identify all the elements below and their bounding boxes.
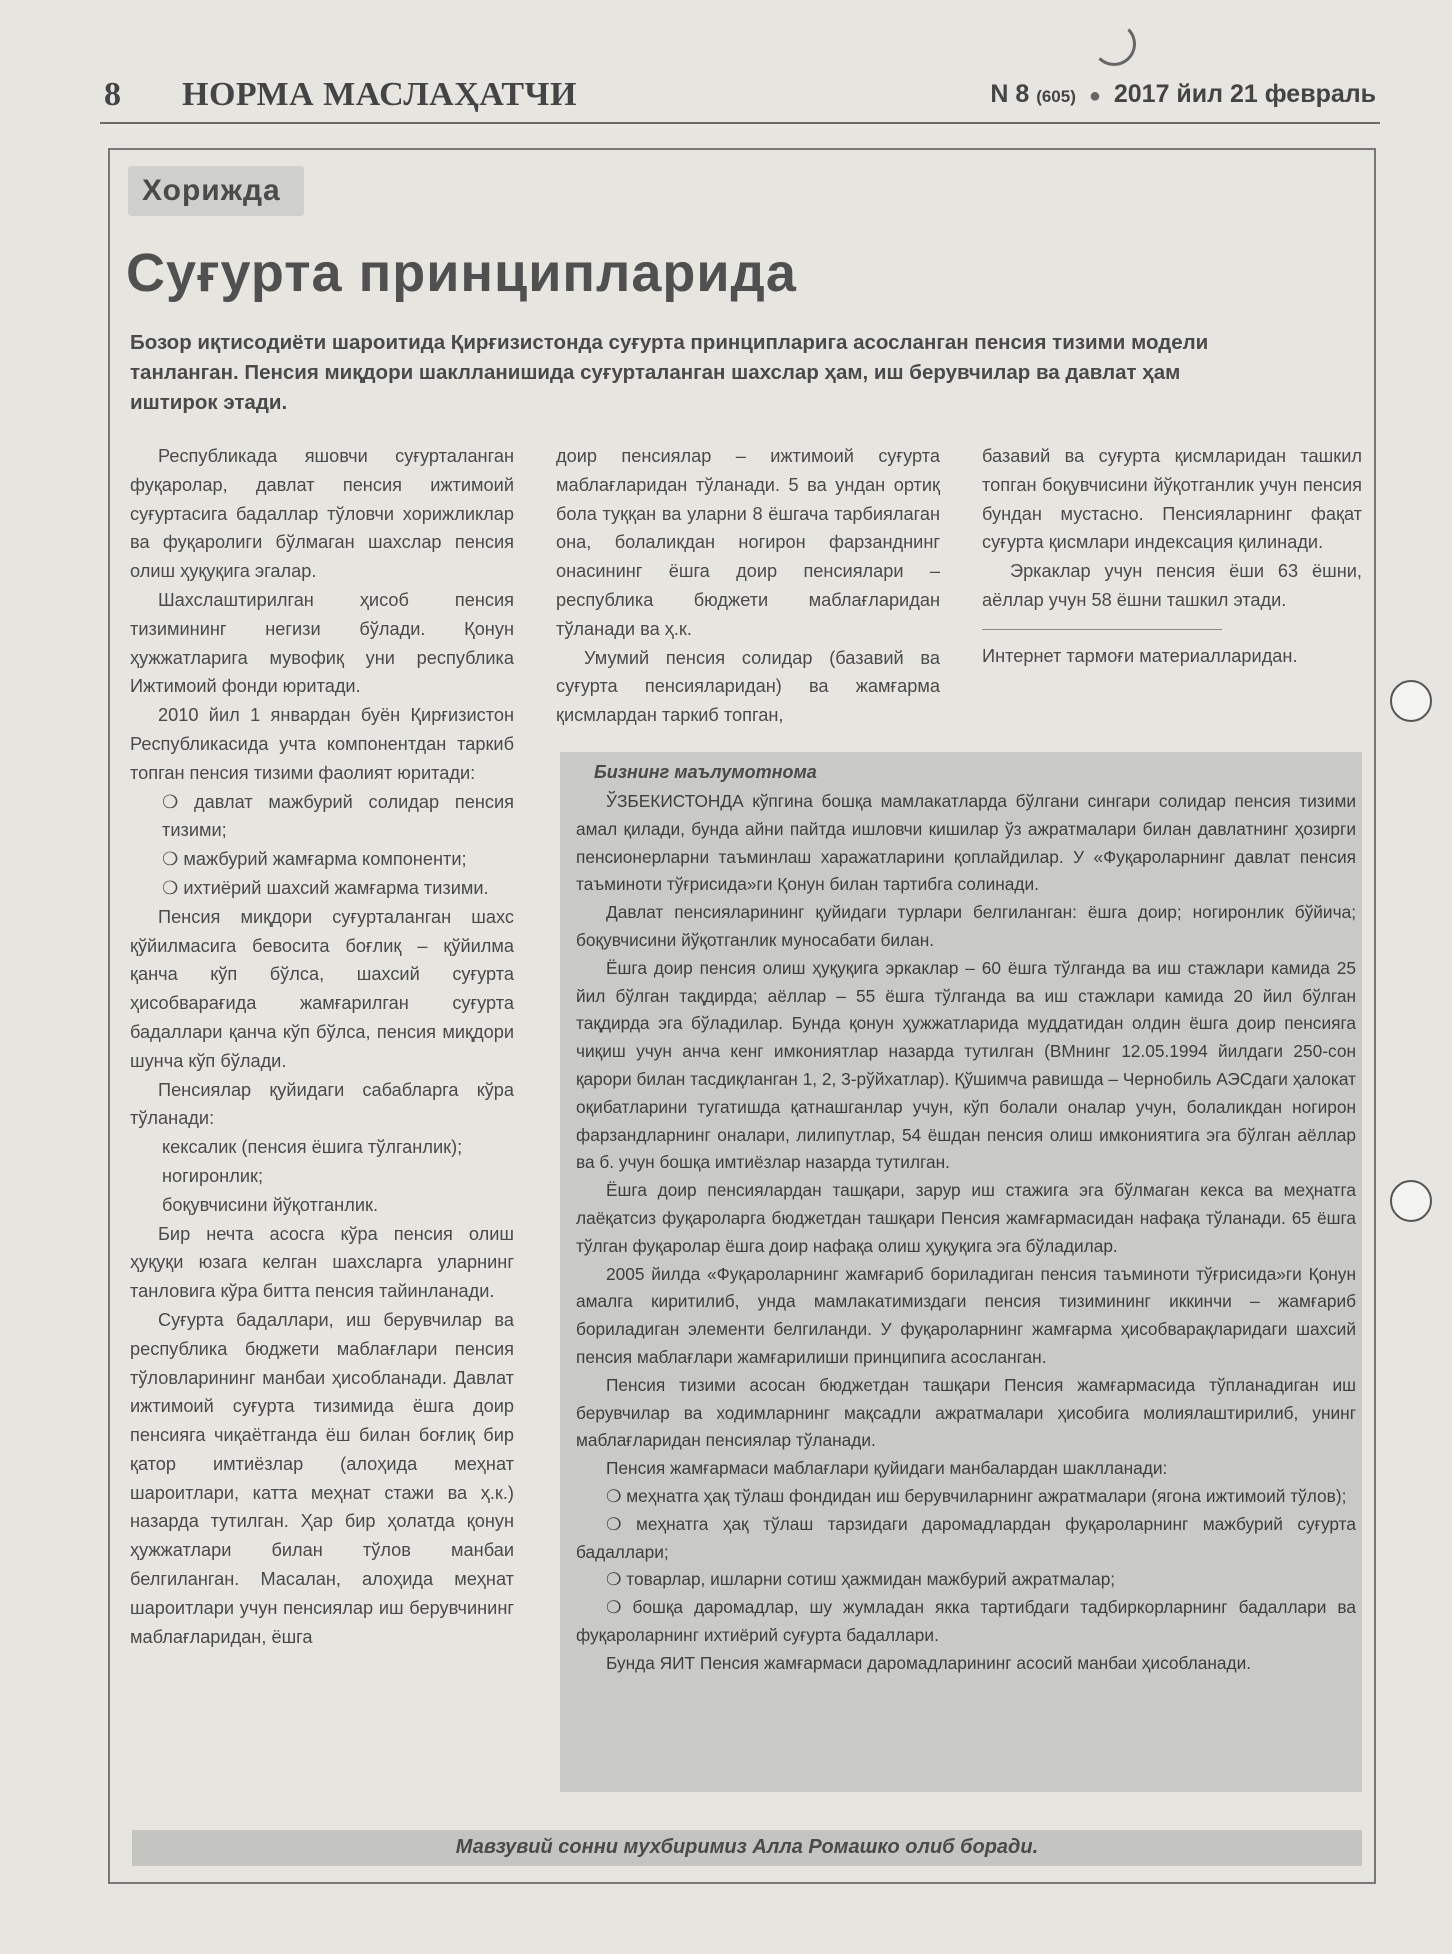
paragraph: Пенсия жамғармаси маблағлари қуйидаги манбалардан шаклланади: (606, 1458, 1168, 1479)
article-column-1 (130, 442, 514, 1651)
paragraph: доир пенсиялар – ижтимоий суғурта маблағларидан тўланади. 5 ва ундан ортиқ бола туққан ва уларни 8 ёшгача тарбиялаган она, болаликдан ногирон фарзанднинг онасининг ёшга доир пенсиялари – республика бюджети маблағларидан тўланади ва ҳ.к. (556, 446, 940, 639)
list-item: ❍ давлат мажбурий солидар пенсия тизими; (162, 791, 514, 841)
reference-box-body (576, 788, 1356, 1678)
list-item: ❍ меҳнатга ҳақ тўлаш тарзидаги даромадлардан фуқароларнинг мажбурий суғурта бадаллари; (576, 1513, 1356, 1562)
bullet-icon: ● (1088, 85, 1101, 107)
rubric-label (128, 166, 304, 216)
page-number: 8 (104, 76, 121, 113)
paragraph: Бир нечта асосга кўра пенсия олиш ҳуқуқи юзага келган шахсларга уларнинг танловига кўра битта пенсия тайинланади. (130, 1223, 514, 1302)
punch-hole-icon (1390, 680, 1432, 722)
page-header (100, 70, 1380, 124)
source-note: Интернет тармоғи материалларидан. (982, 645, 1298, 666)
list-item: ❍ бошқа даромадлар, шу жумладан якка тартибдаги тадбиркорларнинг бадаллари ва фуқароларнинг ихтиёрий суғурта бадаллари. (576, 1597, 1356, 1645)
list-item: ногиронлик; (162, 1165, 264, 1186)
paragraph: Ёшга доир пенсиялардан ташқари, зарур иш стажига эга бўлмаган кекса ва меҳнатга лаёқатсиз фуқароларга бюджетдан ташқари Пенсия жамғармасидан нафақа тўланади. 65 ёшга тўлган фуқаролар ёшга доир нафақа олиш ҳуқуқига эга бўладилар. (576, 1180, 1356, 1256)
paragraph: базавий ва суғурта қисмларидан ташкил топган боқувчисини йўқотганлик учун пенсия бундан мустасно. Пенсияларнинг фақат суғурта қисмлари индексация қилинади. (982, 446, 1362, 553)
paragraph: Эркаклар учун пенсия ёши 63 ёшни, аёллар учун 58 ёшни ташкил этади. (982, 561, 1362, 610)
paragraph: Республикада яшовчи суғурталанган фуқаролар, давлат пенсия ижтимоий суғуртасига бадаллар тўловчи хорижликлар ва фуқаролиги бўлмаган шахслар пенсия олиш ҳуқуқига эгалар. (130, 446, 514, 582)
reference-box-heading: Бизнинг маълумотнома (594, 762, 817, 782)
reference-box (560, 752, 1362, 1792)
list-item: ❍ меҳнатга ҳақ тўлаш фондидан иш берувчиларнинг ажратмалари (ягона ижтимоий тўлов); (606, 1485, 1347, 1506)
paragraph: Давлат пенсияларининг қуйидаги турлари белгиланган: ёшга доир; ногиронлик бўйича; боқувчисини йўқотганлик муносабати билан. (576, 902, 1356, 950)
list-item: ❍ мажбурий жамғарма компоненти; (162, 849, 467, 870)
issue-info (990, 80, 1376, 109)
article-column-2 (556, 442, 940, 730)
article-title: Суғурта принципларида (126, 243, 797, 303)
paragraph: 2005 йилда «Фуқароларнинг жамғариб бориладиган пенсия таъминоти тўғрисида»ги Қонун амалга киритилиб, унда мамлакатимиздаги пенсия тизимининг иккинчи – жамғариб бориладиган элементи белгиланди. У фуқароларнинг жамғарма ҳисобварақларидаги шахсий пенсия маблағлари жамғарилиши принципига асосланган. (576, 1263, 1356, 1367)
paragraph: Пенсия миқдори суғурталанган шахс қўйилмасига бевосита боғлиқ – қўйилма қанча кўп бўлса, шахсий суғурта ҳисобварағида жамғарилган суғурта бадаллари қанча кўп бўлса, пенсия миқдори шунча кўп бўлади. (130, 906, 514, 1071)
issue-number: N 8 (990, 80, 1030, 108)
paragraph: ЎЗБЕКИСТОНДА кўпгина бошқа мамлакатларда бўлгани сингари солидар пенсия тизими амал қилади, бунда айни пайтда ишловчи кишилар ўз ажратмалари билан давлатнинг ҳозирги пенсионерларни таъминлаш харажатларини қоплайдилар. У «Фуқароларнинг давлат пенсия таъминоти тўғрисида»ги Қонун билан тартибга солинади. (576, 791, 1356, 895)
paragraph: Пенсиялар қуйидаги сабабларга кўра тўланади: (130, 1079, 514, 1129)
paragraph: Шахслаштирилган ҳисоб пенсия тизимининг негизи бўлади. Қонун ҳужжатларига мувофиқ уни республика Ижтимоий фонди юритади. (130, 589, 514, 697)
paragraph: Умумий пенсия солидар (базавий ва суғурта пенсияларидан) ва жамғарма қисмлардан таркиб топган, (556, 647, 940, 726)
staple-mark-icon (1092, 22, 1136, 66)
article-column-3 (982, 442, 1362, 671)
list-item: боқувчисини йўқотганлик. (162, 1194, 379, 1215)
paragraph: Суғурта бадаллари, иш берувчилар ва республика бюджети маблағлари пенсия тўловларининг манбаи ҳисобланади. Давлат ижтимоий суғурта тизимида ёшга доир пенсияга чиқаётганда ёш билан боғлиқ бир қатор имтиёзлар (алоҳида меҳнат шароитлари, катта меҳнат стажи ва ҳ.к.) назарда тутилган. Ҳар бир ҳолатда қонун ҳужжатлари билан тўлов манбаи белгиланган. Масалан, алоҳида меҳнат шароитлари учун пенсиялар иш берувчининг маблағларидан, ёшга (130, 1309, 514, 1647)
list-item: ❍ товарлар, ишларни сотиш ҳажмидан мажбурий ажратмалар; (606, 1569, 1116, 1590)
paragraph: Ёшга доир пенсия олиш ҳуқуқига эркаклар – 60 ёшга тўлганда ва иш стажлари камида 25 йил бўлган тақдирда; аёллар – 55 ёшга тўлганда ва иш стажлари камида 20 йил бўлган тақдирда эга бўладилар. Бунда қонун ҳужжатларида муддатидан олдин ёшга доир пенсияга чиқиш учун анча кенг имкониятлар назарда тутилган (ВМнинг 12.05.1994 йилдаги 250-сон қарори билан тасдиқланган 1, 2, 3-рўйхатлар). Қўшимча равишда – Чернобиль АЭСдаги ҳалокат оқибатларини тугатишда қатнашганлар учун, кўп болали оналар учун, болаликдан ногирон фарзандларнинг оналари, лилипутлар, 54 ёшдан пенсия олиш имкониятига эга бўлган аёллар ва б. учун бошқа имтиёзлар назарда тутилган. (576, 957, 1356, 1173)
list-item: ❍ ихтиёрий шахсий жамғарма тизими. (162, 877, 489, 898)
issue-total: (605) (1036, 87, 1076, 106)
list-item: кексалик (пенсия ёшига тўлганлик); (162, 1137, 463, 1158)
article-lead: Бозор иқтисодиёти шароитида Қирғизистонда суғурта принципларига асосланган пенсия тизими модели танланган. Пенсия миқдори шаклланишида суғурталанган шахслар ҳам, иш берувчилар ва давлат ҳам иштирок этади. (130, 331, 1209, 414)
paragraph: Пенсия тизими асосан бюджетдан ташқари Пенсия жамғармасида тўпланадиган иш берувчилар ва ходимларнинг мақсадли ажратмалари ҳисобига молиялаштирилиб, унинг маблағларидан пенсиялар тўланади. (576, 1374, 1356, 1451)
author-credit: Мавзувий сонни мухбиримиз Алла Ромашко олиб боради. (455, 1836, 1039, 1858)
issue-date: 2017 йил 21 февраль (1113, 80, 1376, 108)
newspaper-masthead: НОРМА МАСЛАҲАТЧИ (182, 76, 577, 113)
rubric-text: Хорижда (142, 174, 281, 207)
punch-hole-icon (1390, 1180, 1432, 1222)
author-credit-bar (132, 1830, 1362, 1866)
paragraph: 2010 йил 1 январдан буён Қирғизистон Республикасида учта компонентдан таркиб топган пенсия тизими фаолият юритади: (130, 705, 514, 783)
divider (982, 629, 1222, 630)
paragraph: Бунда ЯИТ Пенсия жамғармаси даромадларининг асосий манбаи ҳисобланади. (606, 1652, 1252, 1673)
